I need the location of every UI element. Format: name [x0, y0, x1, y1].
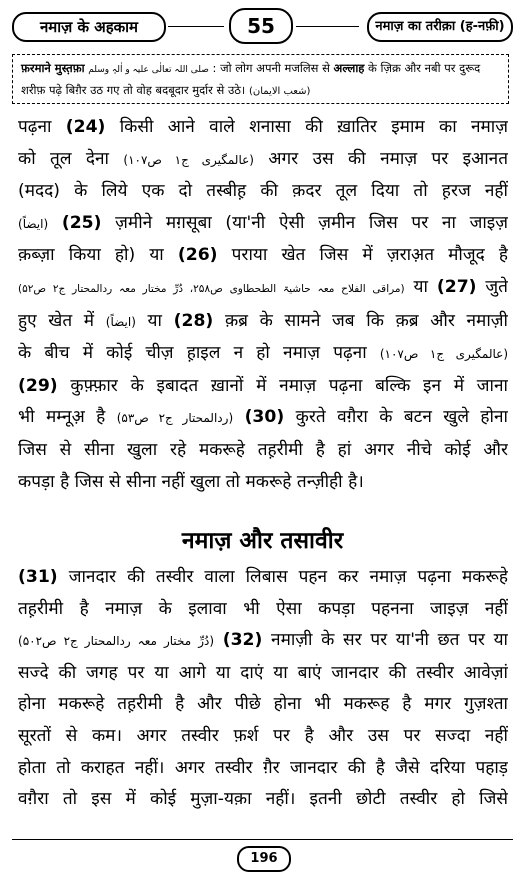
- text-line: कपड़ा है जिस से सीना नहीं खुला तो मकरूहे तन्ज़ीही है।: [18, 471, 364, 492]
- text-line: (31) जानदार की तस्वीर वाला लिबास पहन कर नमाज़ पढ़ना मकरूहे: [18, 567, 508, 587]
- text-line: सूरतों से कम। अगर तस्वीर फ़र्श पर है और उस पर सज्दा नहीं: [18, 725, 508, 746]
- text-line: (مراقی الفلاح معہ حاشیۃ الطحطاوی ص۲۵۸، دُرِّ مختار معہ ردالمحتار ج۲ ص۵۲) या (27) जुते: [18, 276, 508, 297]
- footer-rule: [12, 839, 513, 840]
- text-line: जिस से सीना खुला रहे मकरूहे तह़रीमी है हां अगर नीचे कोई और: [18, 439, 508, 460]
- text-line: हुए खेत में (ایضاً) या (28) क़ब्र के सामने जब कि क़ब्र और नमाज़ी: [18, 310, 508, 331]
- section-heading: नमाज़ और तसावीर: [181, 528, 344, 554]
- quote-source: (شعب الایمان): [248, 86, 311, 97]
- text-line: वग़ैरा तो इस में कोई मुज़ा-यक़ा नहीं। इतनी छोटी तस्वीर हो जिसे: [18, 789, 508, 810]
- text-line: (ایضاً) (25) ज़मीने मग़सूबा (या'नी ऐसी ज़मीन जिस पर ना जाइज़: [18, 212, 508, 233]
- hadith-quote-box: [12, 54, 509, 104]
- text-line: क़ब्ज़ा किया हो) या (26) पराया खेत जिस में ज़राअ़त मौजूद है: [18, 245, 508, 266]
- text-line: होता तो कराहत नहीं। अगर तस्वीर ग़ैर जानदार की है जैसे दरिया पहाड़: [18, 757, 508, 778]
- text-line: पढ़ना (24) किसी आने वाले शनासा की ख़ातिर इमाम का नमाज़: [18, 117, 508, 137]
- text-line: (29) कुफ़्फ़ार के इबादत ख़ानों में नमाज़ पढ़ना बल्कि इन में जाना: [18, 375, 508, 396]
- paragraph-1: [18, 112, 508, 498]
- header-page-number: 55: [229, 8, 293, 44]
- quote-salutation: صلی اللہ تعالٰی علیہ و اٰلہٖ وسلم: [88, 65, 209, 75]
- paragraph-2: [18, 562, 508, 816]
- text-line: (मदद) के लिये एक दो तस्बीह़ की क़दर तूल दिया तो ह़रज नहीं: [18, 181, 508, 202]
- text-line: (دُرِّ مختار معہ ردالمحتار ج۲ ص۵۰۲) (32) नमाज़ी के सर पर या'नी छत पर या: [18, 630, 508, 651]
- text-line: सज्दे की जगह पर या आगे या दाएं या बाएं जानदार की तस्वीर आवेज़ां: [18, 662, 508, 683]
- quote-line-2: शरीफ़ पढ़े बिग़ैर उठ गए तो वोह बदबूदार मुर्दार से उठे। (شعب الایمان): [21, 83, 311, 97]
- page-header: [8, 8, 517, 44]
- header-rule-right: [296, 26, 359, 27]
- quote-allah: अल्लाह: [333, 61, 365, 75]
- section-title: नमाज़ का तरीक़ा (ह-नफ़ी): [367, 12, 513, 42]
- text-line: तह़रीमी है नमाज़ के इलावा भी ऐसा कपड़ा पहनना जाइज़ नहीं: [18, 598, 508, 619]
- text-line: भी मम्नूअ़ है (ردالمحتار ج۲ ص۵۳) (30) कुरते वग़ैरा के बटन खुले होना: [18, 407, 508, 428]
- quote-line-1: फ़रमाने मुस्त़फ़ा صلی اللہ تعالٰی علیہ و اٰلہٖ وسلم : जो लोग अपनी मजलिस से अल्लाह के ज़िक्र और नबी पर दुरूद: [21, 61, 481, 75]
- header-rule-left: [168, 26, 224, 27]
- text-line: के बीच में कोई चीज़ ह़ाइल न हो नमाज़ पढ़ना (عالمگیری ج۱ ص۱۰۷): [18, 343, 508, 364]
- footer-page-number: 196: [237, 846, 291, 872]
- text-line: को तूल देना (عالمگیری ج۱ ص۱۰۷) अगर उस की नमाज़ पर इआनत: [18, 148, 508, 169]
- text-line: होना मकरूहे तह़रीमी है और पीछे होना भी मकरूह है मगर गुज़श्ता: [18, 694, 508, 715]
- chapter-title: नमाज़ के अहकाम: [12, 12, 166, 42]
- quote-label: फ़रमाने मुस्त़फ़ा: [21, 61, 85, 75]
